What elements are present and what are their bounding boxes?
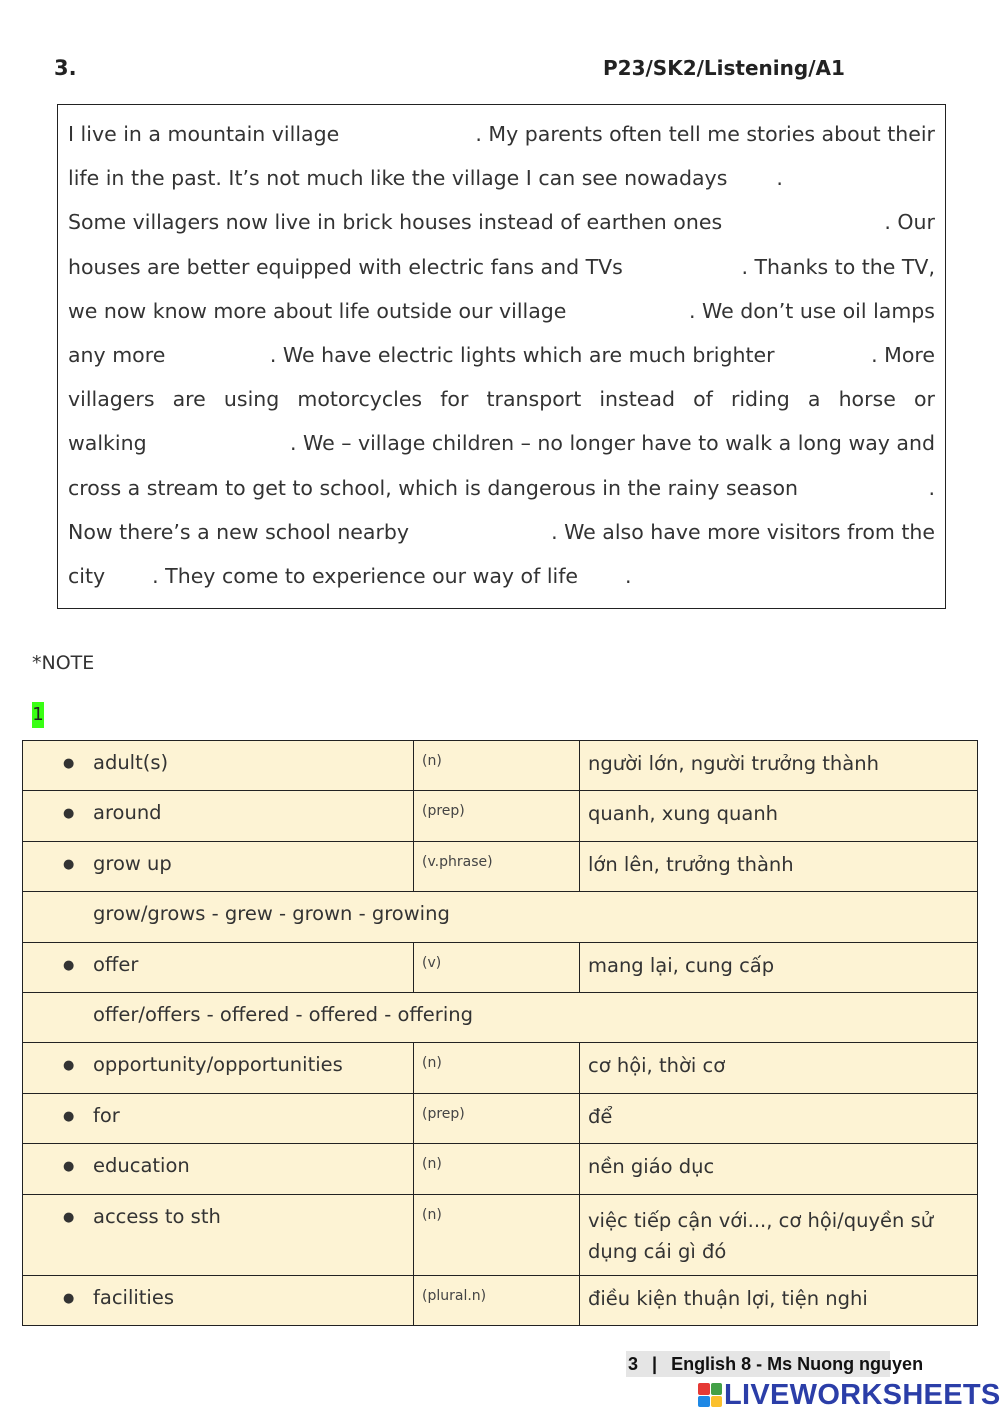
answer-blank[interactable]: [383, 112, 431, 156]
note-label: *NOTE: [32, 652, 95, 674]
passage-text: walking: [68, 431, 147, 456]
verb-forms: offer/offers - offered - offered - offering: [23, 992, 978, 1042]
passage-line: [68, 112, 935, 156]
vocab-part-of-speech: (n): [414, 1144, 580, 1194]
passage-text: houses are better equipped with electric fans and TVs: [68, 254, 623, 279]
passage-line: [68, 421, 935, 465]
vocab-row: [23, 1043, 978, 1093]
passage-text: . Thanks to the TV,: [741, 254, 935, 279]
bullet-icon: ●: [63, 1108, 75, 1124]
passage-text: . We don’t use oil lamps: [688, 298, 935, 323]
vocab-row: [23, 1275, 978, 1325]
vocab-row: [23, 892, 978, 942]
passage-word: villagers: [68, 387, 155, 412]
vocab-word: around: [93, 801, 162, 825]
passage-word: riding: [730, 387, 790, 412]
vocab-part-of-speech: (v): [414, 942, 580, 992]
passage-text: cross a stream to get to school, which is dangerous in the rainy season: [68, 475, 799, 500]
vocab-row: [23, 741, 978, 791]
vocab-meaning: cơ hội, thời cơ: [580, 1043, 978, 1093]
vocab-row: [23, 791, 978, 841]
passage-line: [68, 554, 935, 598]
passage-line: [68, 510, 935, 554]
vocab-row: [23, 1093, 978, 1143]
answer-blank[interactable]: [843, 466, 883, 510]
vocab-part-of-speech: (prep): [414, 791, 580, 841]
vocabulary-table: [22, 740, 978, 1326]
answer-blank[interactable]: [798, 333, 848, 377]
vocab-word-cell: [23, 1275, 414, 1325]
passage-text: . My parents often tell me stories about their: [475, 122, 935, 146]
passage-line: [68, 156, 935, 200]
vocab-word-cell: [23, 741, 414, 791]
vocab-row: [23, 841, 978, 891]
liveworksheets-brand[interactable]: [698, 1378, 1000, 1412]
passage-text: Now there’s a new school nearby: [68, 519, 410, 544]
vocab-row: [23, 942, 978, 992]
vocab-word-cell: [23, 1194, 414, 1275]
vocab-word-cell: [23, 1093, 414, 1143]
passage-line: [68, 200, 935, 244]
vocab-word: offer: [93, 952, 139, 976]
vocab-row: [23, 992, 978, 1042]
vocab-word: for: [93, 1103, 120, 1127]
passage-text: .: [928, 475, 935, 500]
passage-word: a: [807, 387, 821, 412]
logo-square-red: [698, 1383, 710, 1395]
bullet-icon: ●: [63, 756, 75, 771]
vocab-word-cell: [23, 841, 414, 891]
passage-text: .: [625, 563, 632, 588]
vocab-meaning: để: [580, 1093, 978, 1143]
passage-text: . They come to experience our way of life: [152, 563, 579, 588]
passage-word: or: [913, 387, 935, 412]
passage-line: [68, 377, 935, 421]
reading-passage: [57, 104, 946, 609]
bullet-icon: ●: [63, 1159, 75, 1175]
passage-line: [68, 466, 935, 510]
passage-line: [68, 245, 935, 289]
bullet-icon: ●: [63, 1290, 75, 1306]
passage-text: we now know more about life outside our village: [68, 298, 567, 323]
passage-line: [68, 333, 935, 377]
passage-text: life in the past. It’s not much like the village I can see nowadays: [68, 166, 728, 191]
passage-word: are: [172, 387, 206, 412]
passage-line: [68, 289, 935, 333]
vocab-word-cell: [23, 942, 414, 992]
bullet-icon: ●: [63, 957, 75, 973]
passage-text: . We have electric lights which are much brighter: [269, 342, 775, 367]
passage-text: I live in a mountain village: [68, 122, 340, 146]
bullet-icon: ●: [63, 1209, 75, 1225]
passage-word: using: [223, 387, 280, 412]
vocab-meaning: điều kiện thuận lợi, tiện nghi: [580, 1275, 978, 1325]
vocab-word-cell: [23, 1043, 414, 1093]
vocab-meaning: người lớn, người trưởng thành: [580, 741, 978, 791]
footer-title: English 8 - Ms Nuong nguyen: [671, 1354, 924, 1374]
vocab-meaning: nền giáo dục: [580, 1144, 978, 1194]
answer-blank[interactable]: [455, 510, 505, 554]
exercise-reference: P23/SK2/Listening/A1: [603, 56, 845, 80]
passage-word: horse: [838, 387, 896, 412]
vocab-part-of-speech: (n): [414, 741, 580, 791]
vocab-row: [23, 1144, 978, 1194]
page-footer: [626, 1351, 924, 1377]
footer-separator: |: [652, 1354, 658, 1374]
answer-blank[interactable]: [189, 333, 247, 377]
vocab-word: access to sth: [93, 1204, 221, 1228]
vocab-meaning: việc tiếp cận với..., cơ hội/quyền sử dụng cái gì đó: [580, 1194, 978, 1275]
answer-blank[interactable]: [662, 245, 702, 289]
verb-forms: grow/grows - grew - grown - growing: [23, 892, 978, 942]
bullet-icon: ●: [63, 806, 75, 822]
brand-name: LIVEWORKSHEETS: [724, 1378, 1000, 1411]
exercise-number: 3.: [54, 56, 77, 80]
vocab-part-of-speech: (v.phrase): [414, 841, 580, 891]
vocab-meaning: mang lại, cung cấp: [580, 942, 978, 992]
logo-square-yellow: [711, 1396, 723, 1408]
vocab-word: facilities: [93, 1285, 175, 1309]
passage-text: . Our: [884, 210, 935, 235]
section-tag: 1: [32, 702, 44, 728]
vocab-part-of-speech: (n): [414, 1043, 580, 1093]
vocab-meaning: lớn lên, trưởng thành: [580, 841, 978, 891]
vocab-row: [23, 1194, 978, 1275]
passage-text: city: [68, 563, 106, 588]
vocab-word: grow up: [93, 851, 172, 875]
answer-blank[interactable]: [193, 421, 243, 465]
passage-text: . We also have more visitors from the: [551, 519, 935, 544]
vocab-meaning: quanh, xung quanh: [580, 791, 978, 841]
page-number: 3: [628, 1354, 639, 1374]
vocab-word: education: [93, 1154, 190, 1178]
passage-word: transport: [486, 387, 582, 412]
answer-blank[interactable]: [774, 200, 832, 244]
answer-blank[interactable]: [608, 289, 648, 333]
vocab-part-of-speech: (plural.n): [414, 1275, 580, 1325]
vocab-word: opportunity/opportunities: [93, 1053, 343, 1077]
passage-text: Some villagers now live in brick houses instead of earthen ones: [68, 210, 723, 235]
vocab-word: adult(s): [93, 751, 169, 774]
bullet-icon: ●: [63, 856, 75, 872]
passage-text: any more: [68, 342, 166, 367]
passage-word: of: [693, 387, 713, 412]
passage-text: .: [776, 166, 783, 191]
passage-text: . More: [871, 342, 935, 367]
passage-word: instead: [599, 387, 675, 412]
vocab-part-of-speech: (prep): [414, 1093, 580, 1143]
vocab-word-cell: [23, 791, 414, 841]
logo-square-blue: [698, 1396, 710, 1408]
vocab-word-cell: [23, 1144, 414, 1194]
bullet-icon: ●: [63, 1058, 75, 1074]
passage-word: motorcycles: [297, 387, 423, 412]
passage-word: for: [440, 387, 469, 412]
vocab-part-of-speech: (n): [414, 1194, 580, 1275]
passage-text: . We – village children – no longer have to walk a long way and: [289, 431, 935, 456]
liveworksheets-logo-icon: [698, 1383, 722, 1407]
logo-square-green: [711, 1383, 723, 1395]
